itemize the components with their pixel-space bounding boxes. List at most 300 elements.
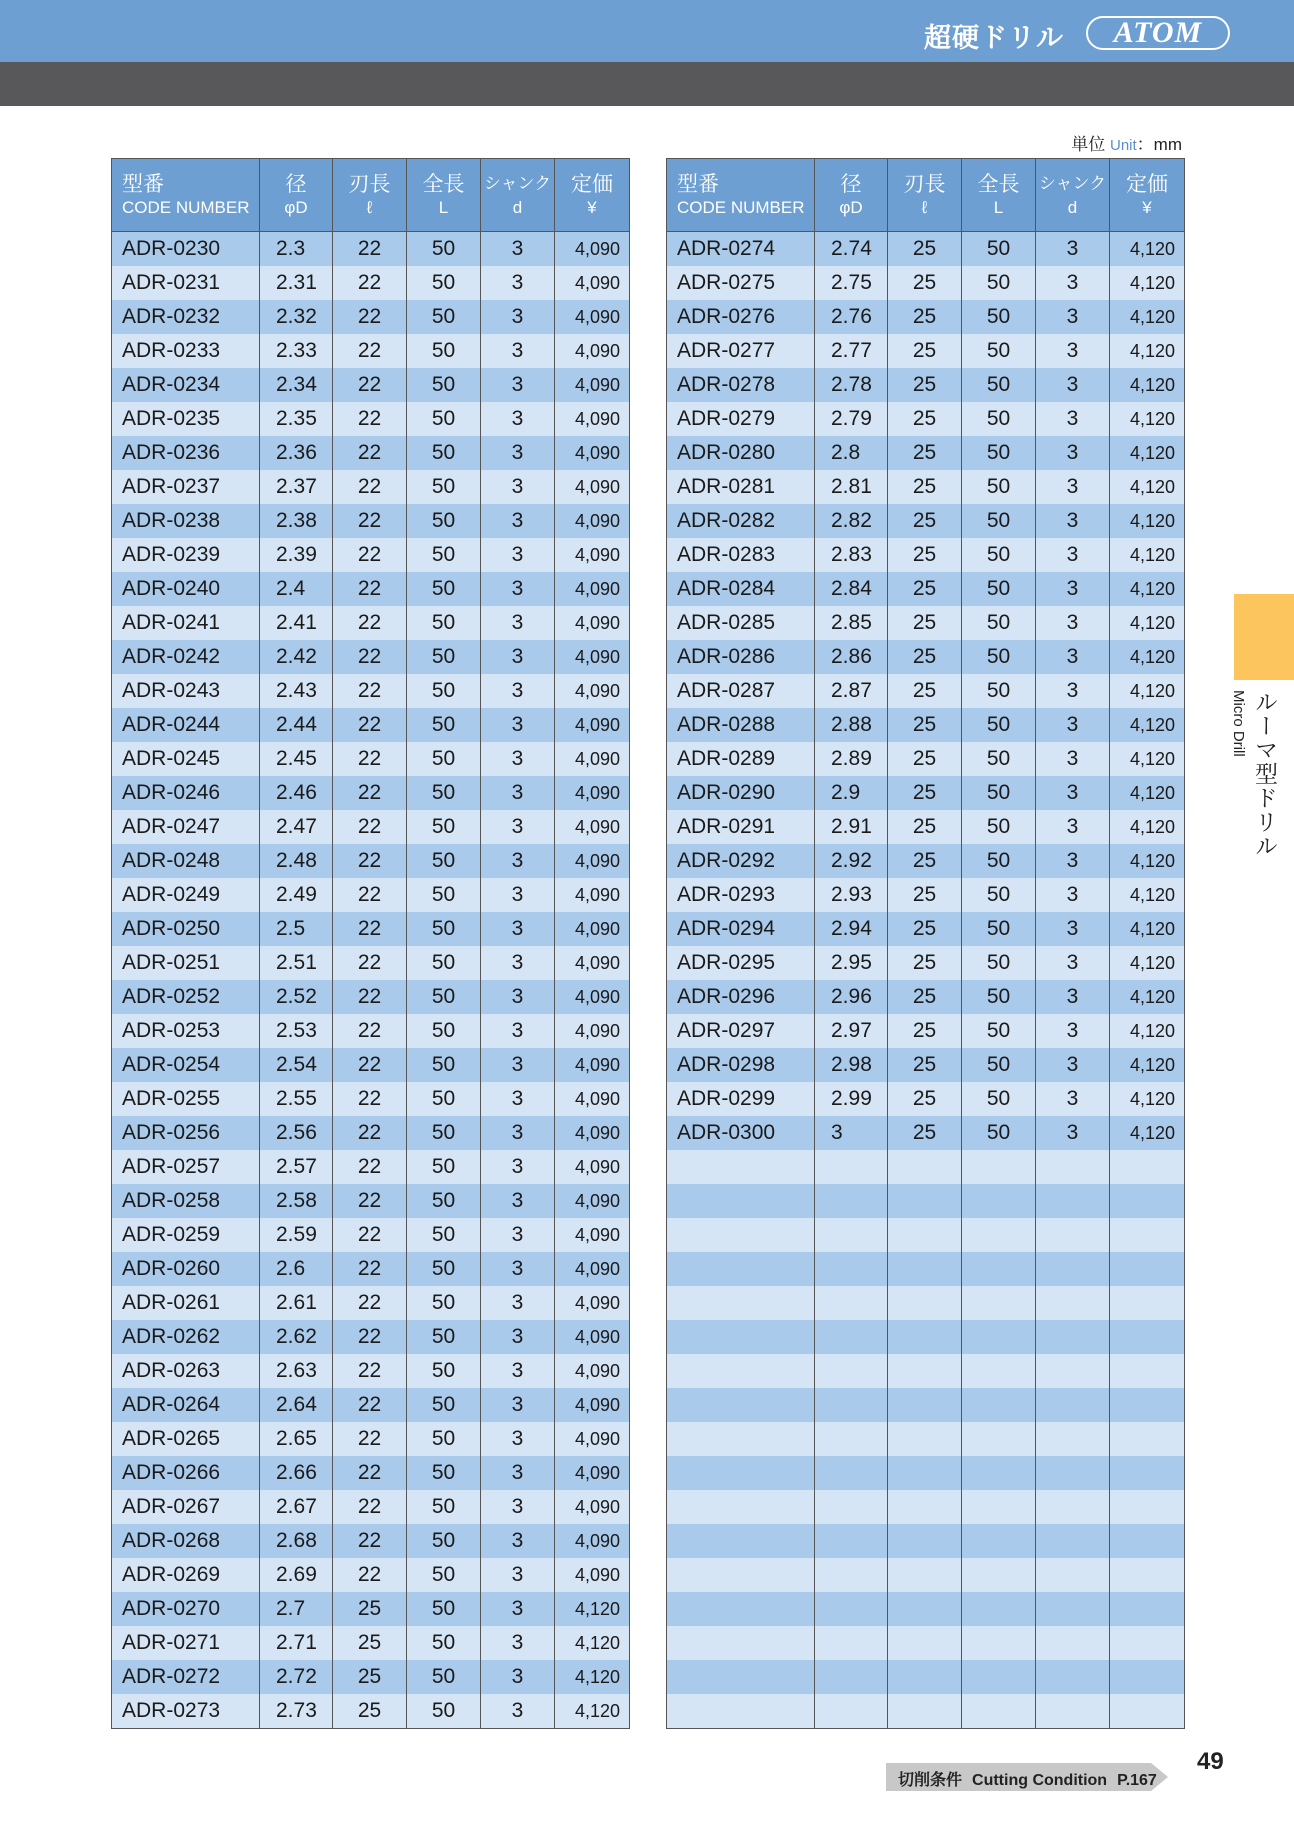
- empty-cell: [667, 1150, 815, 1184]
- diameter-cell: 2.71: [260, 1626, 333, 1660]
- flute-length-cell: 22: [333, 912, 407, 946]
- code-cell: ADR-0252: [112, 980, 260, 1014]
- flute-length-cell: 22: [333, 334, 407, 368]
- code-cell: ADR-0282: [667, 504, 815, 538]
- price-cell: 4,090: [555, 708, 630, 742]
- empty-row: [667, 1388, 1185, 1422]
- flute-length-cell: 25: [888, 436, 962, 470]
- overall-length-cell: 50: [407, 606, 481, 640]
- shank-cell: 3: [1036, 844, 1110, 878]
- table-row: [112, 1592, 630, 1626]
- page-title: 超硬ドリル: [924, 23, 1064, 54]
- shank-cell: 3: [481, 1524, 555, 1558]
- section-tab[interactable]: [1234, 594, 1294, 680]
- shank-cell: 3: [481, 708, 555, 742]
- overall-length-cell: 50: [962, 368, 1036, 402]
- diameter-cell: 2.97: [815, 1014, 888, 1048]
- price-cell: 4,120: [1110, 606, 1185, 640]
- diameter-cell: 2.67: [260, 1490, 333, 1524]
- unit-label-en: Unit: [1109, 137, 1137, 154]
- diameter-cell: 2.59: [260, 1218, 333, 1252]
- overall-length-cell: 50: [407, 266, 481, 300]
- empty-cell: [815, 1524, 888, 1558]
- empty-row: [667, 1660, 1185, 1694]
- diameter-cell: 2.76: [815, 300, 888, 334]
- shank-cell: 3: [481, 1014, 555, 1048]
- flute-length-cell: 22: [333, 708, 407, 742]
- overall-length-cell: 50: [962, 470, 1036, 504]
- flute-length-cell: 25: [888, 1014, 962, 1048]
- price-cell: 4,120: [1110, 300, 1185, 334]
- flute-length-cell: 22: [333, 1014, 407, 1048]
- spec-table-right: [666, 158, 1185, 1729]
- table-header: [667, 159, 1185, 232]
- table-header: [112, 159, 630, 232]
- table-row: [112, 1456, 630, 1490]
- empty-cell: [962, 1252, 1036, 1286]
- diameter-cell: 2.82: [815, 504, 888, 538]
- empty-cell: [815, 1218, 888, 1252]
- diameter-cell: 2.36: [260, 436, 333, 470]
- overall-length-cell: 50: [407, 1694, 481, 1729]
- shank-cell: 3: [481, 504, 555, 538]
- overall-length-cell: 50: [407, 1592, 481, 1626]
- table-row: [112, 640, 630, 674]
- code-cell: ADR-0238: [112, 504, 260, 538]
- price-cell: 4,120: [1110, 1116, 1185, 1150]
- shank-cell: 3: [481, 368, 555, 402]
- price-cell: 4,120: [1110, 980, 1185, 1014]
- code-cell: ADR-0243: [112, 674, 260, 708]
- table-row: [667, 334, 1185, 368]
- shank-cell: 3: [481, 1150, 555, 1184]
- diameter-cell: 2.47: [260, 810, 333, 844]
- shank-cell: 3: [1036, 980, 1110, 1014]
- shank-cell: 3: [1036, 1116, 1110, 1150]
- empty-cell: [1036, 1422, 1110, 1456]
- code-cell: ADR-0235: [112, 402, 260, 436]
- empty-cell: [962, 1490, 1036, 1524]
- flute-length-cell: 25: [888, 1116, 962, 1150]
- empty-cell: [962, 1388, 1036, 1422]
- overall-length-cell: 50: [962, 946, 1036, 980]
- code-cell: ADR-0253: [112, 1014, 260, 1048]
- overall-length-cell: 50: [407, 980, 481, 1014]
- empty-cell: [1036, 1354, 1110, 1388]
- overall-length-cell: 50: [407, 1286, 481, 1320]
- cutting-condition-text: [898, 1767, 1167, 1790]
- shank-cell: 3: [1036, 470, 1110, 504]
- empty-cell: [1110, 1218, 1185, 1252]
- unit-value: ：mm: [1136, 135, 1182, 154]
- empty-cell: [1110, 1558, 1185, 1592]
- unit-note: [1071, 130, 1182, 155]
- price-cell: 4,090: [555, 232, 630, 267]
- table-row: [667, 980, 1185, 1014]
- flute-length-cell: 25: [888, 640, 962, 674]
- price-cell: 4,120: [1110, 742, 1185, 776]
- empty-cell: [815, 1252, 888, 1286]
- shank-cell: 3: [481, 1116, 555, 1150]
- code-cell: ADR-0281: [667, 470, 815, 504]
- price-cell: 4,120: [1110, 402, 1185, 436]
- empty-cell: [1110, 1320, 1185, 1354]
- shank-cell: 3: [1036, 368, 1110, 402]
- diameter-cell: 2.38: [260, 504, 333, 538]
- flute-length-cell: 25: [888, 980, 962, 1014]
- empty-cell: [667, 1422, 815, 1456]
- shank-cell: 3: [481, 334, 555, 368]
- code-cell: ADR-0275: [667, 266, 815, 300]
- diameter-cell: 2.99: [815, 1082, 888, 1116]
- shank-cell: 3: [481, 572, 555, 606]
- empty-cell: [888, 1150, 962, 1184]
- empty-cell: [1110, 1456, 1185, 1490]
- price-cell: 4,090: [555, 572, 630, 606]
- shank-cell: 3: [481, 1252, 555, 1286]
- price-cell: 4,120: [555, 1626, 630, 1660]
- flute-length-cell: 22: [333, 674, 407, 708]
- flute-length-cell: 22: [333, 300, 407, 334]
- empty-cell: [667, 1558, 815, 1592]
- brand-logo: ATOM: [1086, 16, 1230, 50]
- shank-cell: 3: [1036, 538, 1110, 572]
- table-row: [112, 334, 630, 368]
- diameter-cell: 2.5: [260, 912, 333, 946]
- flute-length-cell: 22: [333, 1184, 407, 1218]
- overall-length-cell: 50: [962, 674, 1036, 708]
- shank-cell: 3: [481, 878, 555, 912]
- shank-cell: 3: [1036, 946, 1110, 980]
- table-row: [667, 946, 1185, 980]
- empty-cell: [667, 1320, 815, 1354]
- flute-length-cell: 22: [333, 538, 407, 572]
- price-cell: 4,120: [1110, 368, 1185, 402]
- price-cell: 4,120: [1110, 946, 1185, 980]
- flute-length-cell: 25: [888, 708, 962, 742]
- code-cell: ADR-0288: [667, 708, 815, 742]
- diameter-cell: 2.81: [815, 470, 888, 504]
- flute-length-cell: 22: [333, 1286, 407, 1320]
- price-cell: 4,120: [1110, 470, 1185, 504]
- code-cell: ADR-0263: [112, 1354, 260, 1388]
- empty-cell: [815, 1558, 888, 1592]
- code-cell: ADR-0283: [667, 538, 815, 572]
- empty-cell: [1036, 1388, 1110, 1422]
- code-cell: ADR-0250: [112, 912, 260, 946]
- overall-length-cell: 50: [962, 912, 1036, 946]
- table-row: [667, 232, 1185, 267]
- shank-cell: 3: [1036, 640, 1110, 674]
- price-cell: 4,090: [555, 912, 630, 946]
- diameter-cell: 2.42: [260, 640, 333, 674]
- empty-cell: [962, 1660, 1036, 1694]
- spec-table-left: [111, 158, 630, 1729]
- overall-length-cell: 50: [407, 640, 481, 674]
- overall-length-cell: 50: [407, 742, 481, 776]
- code-cell: ADR-0261: [112, 1286, 260, 1320]
- overall-length-cell: 50: [407, 1456, 481, 1490]
- shank-cell: 3: [481, 436, 555, 470]
- footer-label-en: Cutting Condition: [972, 1772, 1108, 1789]
- flute-length-cell: 22: [333, 1524, 407, 1558]
- shank-cell: 3: [481, 1456, 555, 1490]
- table-row: [112, 266, 630, 300]
- price-cell: 4,090: [555, 436, 630, 470]
- table-row: [112, 1524, 630, 1558]
- table-row: [112, 368, 630, 402]
- table-row: [112, 1320, 630, 1354]
- code-cell: ADR-0233: [112, 334, 260, 368]
- diameter-cell: 2.63: [260, 1354, 333, 1388]
- table-row: [112, 232, 630, 267]
- flute-length-cell: 25: [888, 232, 962, 267]
- overall-length-cell: 50: [962, 742, 1036, 776]
- flute-length-cell: 25: [333, 1592, 407, 1626]
- overall-length-cell: 50: [407, 810, 481, 844]
- empty-cell: [1110, 1660, 1185, 1694]
- diameter-cell: 2.53: [260, 1014, 333, 1048]
- empty-row: [667, 1252, 1185, 1286]
- diameter-cell: 2.92: [815, 844, 888, 878]
- empty-cell: [815, 1592, 888, 1626]
- table-row: [112, 674, 630, 708]
- table-row: [667, 912, 1185, 946]
- flute-length-cell: 22: [333, 640, 407, 674]
- flute-length-cell: 22: [333, 504, 407, 538]
- price-cell: 4,120: [1110, 708, 1185, 742]
- shank-cell: 3: [481, 1660, 555, 1694]
- diameter-cell: 2.46: [260, 776, 333, 810]
- table-row: [112, 504, 630, 538]
- price-cell: 4,090: [555, 844, 630, 878]
- col-shank-header: シャンク d: [481, 159, 555, 232]
- empty-cell: [1036, 1524, 1110, 1558]
- shank-cell: 3: [481, 776, 555, 810]
- empty-cell: [815, 1694, 888, 1729]
- flute-length-cell: 22: [333, 1252, 407, 1286]
- diameter-cell: 2.85: [815, 606, 888, 640]
- table-row: [667, 810, 1185, 844]
- table-row: [112, 1150, 630, 1184]
- price-cell: 4,090: [555, 946, 630, 980]
- flute-length-cell: 22: [333, 232, 407, 267]
- empty-cell: [962, 1218, 1036, 1252]
- table-row: [112, 1660, 630, 1694]
- code-cell: ADR-0274: [667, 232, 815, 267]
- flute-length-cell: 25: [888, 402, 962, 436]
- flute-length-cell: 22: [333, 742, 407, 776]
- empty-cell: [1036, 1184, 1110, 1218]
- code-cell: ADR-0273: [112, 1694, 260, 1729]
- overall-length-cell: 50: [407, 1626, 481, 1660]
- overall-length-cell: 50: [407, 1184, 481, 1218]
- empty-cell: [815, 1490, 888, 1524]
- empty-cell: [815, 1184, 888, 1218]
- table-row: [112, 912, 630, 946]
- empty-row: [667, 1490, 1185, 1524]
- price-cell: 4,090: [555, 538, 630, 572]
- empty-cell: [962, 1354, 1036, 1388]
- empty-cell: [888, 1660, 962, 1694]
- table-row: [112, 1694, 630, 1729]
- code-cell: ADR-0230: [112, 232, 260, 267]
- diameter-cell: 2.3: [260, 232, 333, 267]
- price-cell: 4,120: [1110, 844, 1185, 878]
- overall-length-cell: 50: [407, 1660, 481, 1694]
- price-cell: 4,120: [1110, 640, 1185, 674]
- table-row: [667, 776, 1185, 810]
- diameter-cell: 2.89: [815, 742, 888, 776]
- price-cell: 4,120: [1110, 878, 1185, 912]
- empty-cell: [962, 1422, 1036, 1456]
- diameter-cell: 2.52: [260, 980, 333, 1014]
- price-cell: 4,090: [555, 470, 630, 504]
- empty-cell: [962, 1524, 1036, 1558]
- flute-length-cell: 25: [888, 776, 962, 810]
- price-cell: 4,120: [1110, 334, 1185, 368]
- code-cell: ADR-0234: [112, 368, 260, 402]
- table-row: [667, 1014, 1185, 1048]
- diameter-cell: 2.55: [260, 1082, 333, 1116]
- empty-cell: [1110, 1490, 1185, 1524]
- empty-cell: [888, 1490, 962, 1524]
- empty-cell: [962, 1456, 1036, 1490]
- overall-length-cell: 50: [407, 334, 481, 368]
- code-cell: ADR-0258: [112, 1184, 260, 1218]
- shank-cell: 3: [481, 1320, 555, 1354]
- flute-length-cell: 22: [333, 1456, 407, 1490]
- shank-cell: 3: [1036, 572, 1110, 606]
- table-row: [112, 1626, 630, 1660]
- table-row: [112, 742, 630, 776]
- table-row: [667, 1082, 1185, 1116]
- empty-cell: [888, 1320, 962, 1354]
- empty-row: [667, 1558, 1185, 1592]
- empty-cell: [1036, 1252, 1110, 1286]
- empty-cell: [1110, 1694, 1185, 1729]
- empty-cell: [667, 1456, 815, 1490]
- empty-cell: [962, 1184, 1036, 1218]
- price-cell: 4,120: [1110, 436, 1185, 470]
- code-cell: ADR-0278: [667, 368, 815, 402]
- flute-length-cell: 22: [333, 1320, 407, 1354]
- flute-length-cell: 22: [333, 368, 407, 402]
- overall-length-cell: 50: [962, 844, 1036, 878]
- shank-cell: 3: [481, 1388, 555, 1422]
- table-row: [112, 844, 630, 878]
- empty-cell: [1036, 1592, 1110, 1626]
- shank-cell: 3: [481, 1626, 555, 1660]
- price-cell: 4,090: [555, 1320, 630, 1354]
- empty-cell: [815, 1388, 888, 1422]
- overall-length-cell: 50: [407, 674, 481, 708]
- shank-cell: 3: [481, 300, 555, 334]
- code-cell: ADR-0287: [667, 674, 815, 708]
- code-cell: ADR-0289: [667, 742, 815, 776]
- code-cell: ADR-0279: [667, 402, 815, 436]
- empty-cell: [667, 1592, 815, 1626]
- table-row: [112, 1354, 630, 1388]
- flute-length-cell: 22: [333, 1218, 407, 1252]
- overall-length-cell: 50: [962, 266, 1036, 300]
- code-cell: ADR-0270: [112, 1592, 260, 1626]
- shank-cell: 3: [1036, 878, 1110, 912]
- footer-label-jp: 切削条件: [898, 1772, 963, 1789]
- table-row: [112, 776, 630, 810]
- diameter-cell: 2.49: [260, 878, 333, 912]
- empty-cell: [888, 1184, 962, 1218]
- code-cell: ADR-0231: [112, 266, 260, 300]
- overall-length-cell: 50: [962, 878, 1036, 912]
- flute-length-cell: 22: [333, 266, 407, 300]
- price-cell: 4,090: [555, 1490, 630, 1524]
- empty-cell: [888, 1218, 962, 1252]
- flute-length-cell: 25: [333, 1626, 407, 1660]
- price-cell: 4,090: [555, 504, 630, 538]
- code-cell: ADR-0296: [667, 980, 815, 1014]
- col-overall-length-header: 全長 L: [962, 159, 1036, 232]
- price-cell: 4,090: [555, 1252, 630, 1286]
- shank-cell: 3: [481, 1184, 555, 1218]
- shank-cell: 3: [1036, 912, 1110, 946]
- overall-length-cell: 50: [407, 1150, 481, 1184]
- empty-row: [667, 1354, 1185, 1388]
- diameter-cell: 2.65: [260, 1422, 333, 1456]
- table-row: [112, 1116, 630, 1150]
- flute-length-cell: 25: [888, 878, 962, 912]
- price-cell: 4,090: [555, 606, 630, 640]
- flute-length-cell: 25: [888, 946, 962, 980]
- col-flute-length-header: 刃長 ℓ: [333, 159, 407, 232]
- table-row: [112, 1388, 630, 1422]
- diameter-cell: 2.77: [815, 334, 888, 368]
- diameter-cell: 2.34: [260, 368, 333, 402]
- empty-cell: [888, 1592, 962, 1626]
- diameter-cell: 2.73: [260, 1694, 333, 1729]
- empty-cell: [1110, 1354, 1185, 1388]
- diameter-cell: 2.91: [815, 810, 888, 844]
- shank-cell: 3: [481, 912, 555, 946]
- code-cell: ADR-0291: [667, 810, 815, 844]
- shank-cell: 3: [481, 1354, 555, 1388]
- flute-length-cell: 22: [333, 844, 407, 878]
- table-row: [667, 572, 1185, 606]
- diameter-cell: 2.69: [260, 1558, 333, 1592]
- price-cell: 4,090: [555, 1388, 630, 1422]
- overall-length-cell: 50: [407, 1524, 481, 1558]
- overall-length-cell: 50: [962, 504, 1036, 538]
- col-price-header: 定価 ¥: [555, 159, 630, 232]
- overall-length-cell: 50: [962, 640, 1036, 674]
- diameter-cell: 2.35: [260, 402, 333, 436]
- diameter-cell: 2.43: [260, 674, 333, 708]
- shank-cell: 3: [481, 742, 555, 776]
- empty-cell: [962, 1626, 1036, 1660]
- empty-cell: [667, 1184, 815, 1218]
- code-cell: ADR-0259: [112, 1218, 260, 1252]
- flute-length-cell: 22: [333, 1116, 407, 1150]
- price-cell: 4,090: [555, 640, 630, 674]
- diameter-cell: 2.68: [260, 1524, 333, 1558]
- empty-cell: [1110, 1184, 1185, 1218]
- empty-cell: [1036, 1694, 1110, 1729]
- price-cell: 4,090: [555, 980, 630, 1014]
- price-cell: 4,120: [1110, 674, 1185, 708]
- price-cell: 4,120: [1110, 572, 1185, 606]
- flute-length-cell: 22: [333, 402, 407, 436]
- table-row: [112, 606, 630, 640]
